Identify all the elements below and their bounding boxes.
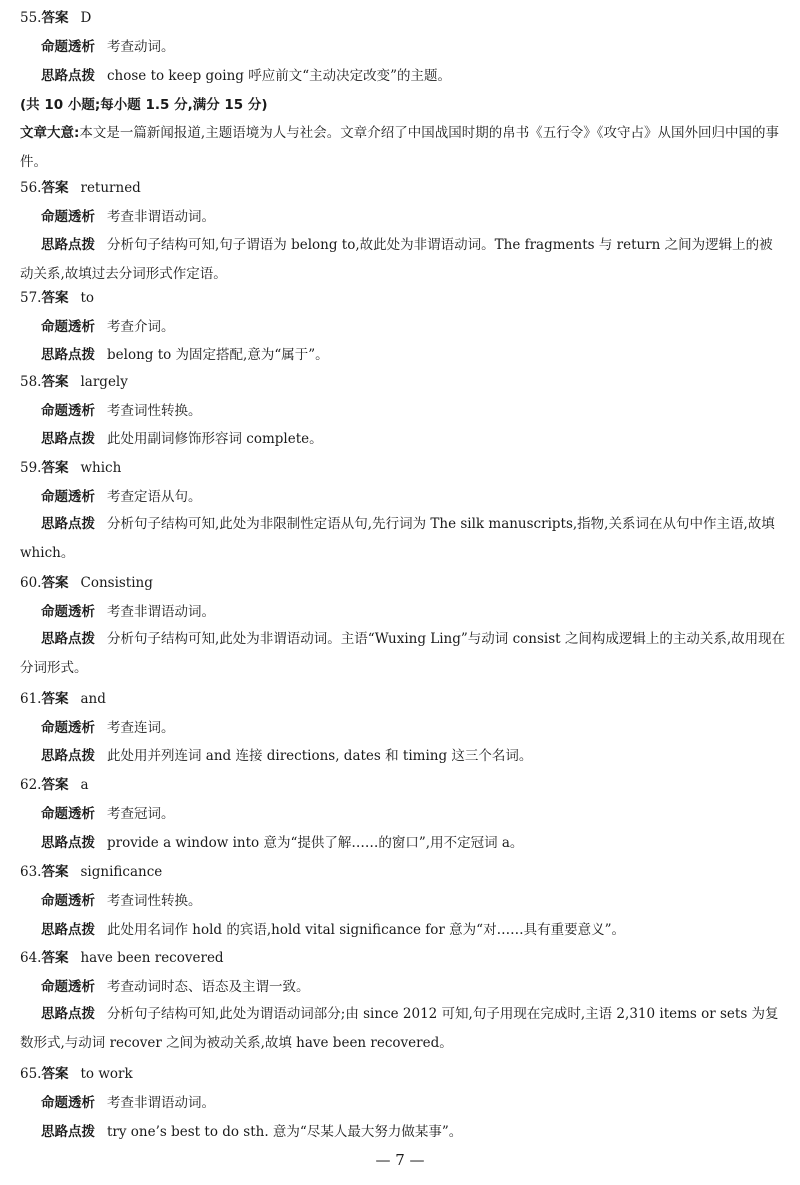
analysis-label: 命题透析 — [41, 979, 95, 995]
analysis-line-60 — [41, 602, 786, 622]
answer-label: 答案 — [41, 575, 69, 591]
answer-label: 答案 — [41, 460, 69, 476]
hint-line-64 — [20, 1000, 786, 1058]
item-number: 62. — [20, 777, 42, 793]
hint-label: 思路点拨 — [41, 347, 95, 363]
answer-value: significance — [80, 864, 163, 880]
hint-label: 思路点拨 — [41, 631, 95, 647]
answer-label: 答案 — [41, 10, 69, 26]
hint-line-55 — [41, 66, 786, 86]
analysis-label: 命题透析 — [41, 806, 95, 822]
hint-line-57 — [41, 345, 786, 365]
answer-value: to — [80, 290, 95, 306]
answer-value: returned — [80, 180, 141, 196]
item-number: 64. — [20, 950, 42, 966]
hint-label: 思路点拨 — [41, 922, 95, 938]
hint-line-58 — [41, 429, 786, 449]
hint-label: 思路点拨 — [41, 835, 95, 851]
page-number: — 7 — — [375, 1151, 425, 1169]
answer-line-57 — [20, 288, 786, 308]
analysis-line-64 — [41, 977, 786, 997]
hint-label: 思路点拨 — [41, 516, 95, 532]
analysis-label: 命题透析 — [41, 604, 95, 620]
hint-label: 思路点拨 — [41, 1124, 95, 1140]
answer-value: Consisting — [80, 575, 153, 591]
item-number: 61. — [20, 691, 42, 707]
hint-line-56 — [20, 231, 786, 289]
answer-label: 答案 — [41, 777, 69, 793]
answer-line-55 — [20, 8, 786, 28]
analysis-text: 考查定语从句。 — [107, 489, 202, 505]
hint-text: 此处用副词修饰形容词 complete。 — [107, 431, 323, 447]
hint-line-63 — [41, 920, 786, 940]
analysis-line-56 — [41, 207, 786, 227]
hint-line-61 — [41, 746, 786, 766]
answer-label: 答案 — [41, 691, 69, 707]
analysis-label: 命题透析 — [41, 319, 95, 335]
analysis-text: 考查非谓语动词。 — [107, 1095, 215, 1111]
answer-label: 答案 — [41, 180, 69, 196]
item-number: 60. — [20, 575, 42, 591]
summary-text: 本文是一篇新闻报道,主题语境为人与社会。文章介绍了中国战国时期的帛书《五行令》《攻守占》从国外回归中国的事件。 — [20, 125, 779, 170]
hint-text: 此处用并列连词 and 连接 directions, dates 和 timing 这三个名词。 — [107, 748, 533, 764]
item-number: 59. — [20, 460, 42, 476]
analysis-label: 命题透析 — [41, 403, 95, 419]
answer-line-63 — [20, 862, 786, 882]
analysis-line-59 — [41, 487, 786, 507]
analysis-line-55 — [41, 37, 786, 57]
item-number: 57. — [20, 290, 42, 306]
analysis-text: 考查词性转换。 — [107, 403, 202, 419]
answer-value: a — [80, 777, 89, 793]
item-number: 65. — [20, 1066, 42, 1082]
item-number: 55. — [20, 10, 42, 26]
answer-line-62 — [20, 775, 786, 795]
analysis-text: 考查词性转换。 — [107, 893, 202, 909]
answer-line-60 — [20, 573, 786, 593]
answer-line-59 — [20, 458, 786, 478]
analysis-label: 命题透析 — [41, 489, 95, 505]
answer-label: 答案 — [41, 374, 69, 390]
hint-text: try one’s best to do sth. 意为“尽某人最大努力做某事”。 — [107, 1124, 463, 1140]
hint-line-60 — [20, 625, 786, 683]
item-number: 63. — [20, 864, 42, 880]
hint-text: chose to keep going 呼应前文“主动决定改变”的主题。 — [107, 68, 452, 84]
item-number: 58. — [20, 374, 42, 390]
analysis-text: 考查动词。 — [107, 39, 175, 55]
hint-line-62 — [41, 833, 786, 853]
hint-line-65 — [41, 1122, 786, 1142]
analysis-label: 命题透析 — [41, 209, 95, 225]
hint-line-59 — [20, 510, 786, 568]
answer-value: largely — [80, 374, 128, 390]
analysis-line-63 — [41, 891, 786, 911]
answer-label: 答案 — [41, 864, 69, 880]
answer-label: 答案 — [41, 950, 69, 966]
analysis-line-57 — [41, 317, 786, 337]
hint-label: 思路点拨 — [41, 748, 95, 764]
hint-text: belong to 为固定搭配,意为“属于”。 — [107, 347, 329, 363]
hint-text: 分析句子结构可知,句子谓语为 belong to,故此处为非谓语动词。The fragments 与 return 之间为逻辑上的被动关系,故填过去分词形式作定语。 — [20, 237, 773, 282]
hint-text: 分析句子结构可知,此处为谓语动词部分;由 since 2012 可知,句子用现在完成时,主语 2,310 items or sets 为复数形式,与动词 recover 之间为被动关系,故填 have been recovered。 — [20, 1006, 779, 1051]
answer-label: 答案 — [41, 1066, 69, 1082]
section-header: (共 10 小题;每小题 1.5 分,满分 15 分) — [20, 97, 268, 113]
analysis-label: 命题透析 — [41, 720, 95, 736]
analysis-line-62 — [41, 804, 786, 824]
analysis-text: 考查非谓语动词。 — [107, 209, 215, 225]
answer-line-61 — [20, 689, 786, 709]
summary-label: 文章大意: — [20, 125, 80, 141]
answer-value: which — [80, 460, 122, 476]
analysis-label: 命题透析 — [41, 893, 95, 909]
analysis-text: 考查介词。 — [107, 319, 175, 335]
answer-value: have been recovered — [80, 950, 224, 966]
analysis-line-61 — [41, 718, 786, 738]
hint-text: provide a window into 意为“提供了解……的窗口”,用不定冠词 a。 — [107, 835, 524, 851]
analysis-text: 考查动词时态、语态及主谓一致。 — [107, 979, 310, 995]
analysis-text: 考查连词。 — [107, 720, 175, 736]
item-number: 56. — [20, 180, 42, 196]
answer-label: 答案 — [41, 290, 69, 306]
hint-text: 此处用名词作 hold 的宾语,hold vital significance for 意为“对……具有重要意义”。 — [107, 922, 625, 938]
analysis-line-58 — [41, 401, 786, 421]
analysis-text: 考查非谓语动词。 — [107, 604, 215, 620]
analysis-line-65 — [41, 1093, 786, 1113]
analysis-label: 命题透析 — [41, 39, 95, 55]
analysis-label: 命题透析 — [41, 1095, 95, 1111]
hint-label: 思路点拨 — [41, 431, 95, 447]
hint-label: 思路点拨 — [41, 1006, 95, 1022]
answer-value: D — [80, 10, 92, 26]
answer-line-64 — [20, 948, 786, 968]
passage-summary — [20, 119, 786, 177]
analysis-text: 考查冠词。 — [107, 806, 175, 822]
answer-line-65 — [20, 1064, 786, 1084]
answer-line-56 — [20, 178, 786, 198]
hint-text: 分析句子结构可知,此处为非限制性定语从句,先行词为 The silk manuscripts,指物,关系词在从句中作主语,故填 which。 — [20, 516, 775, 561]
answer-value: to work — [80, 1066, 133, 1082]
answer-line-58 — [20, 372, 786, 392]
hint-label: 思路点拨 — [41, 237, 95, 253]
answer-value: and — [80, 691, 106, 707]
hint-label: 思路点拨 — [41, 68, 95, 84]
hint-text: 分析句子结构可知,此处为非谓语动词。主语“Wuxing Ling”与动词 consist 之间构成逻辑上的主动关系,故用现在分词形式。 — [20, 631, 786, 676]
